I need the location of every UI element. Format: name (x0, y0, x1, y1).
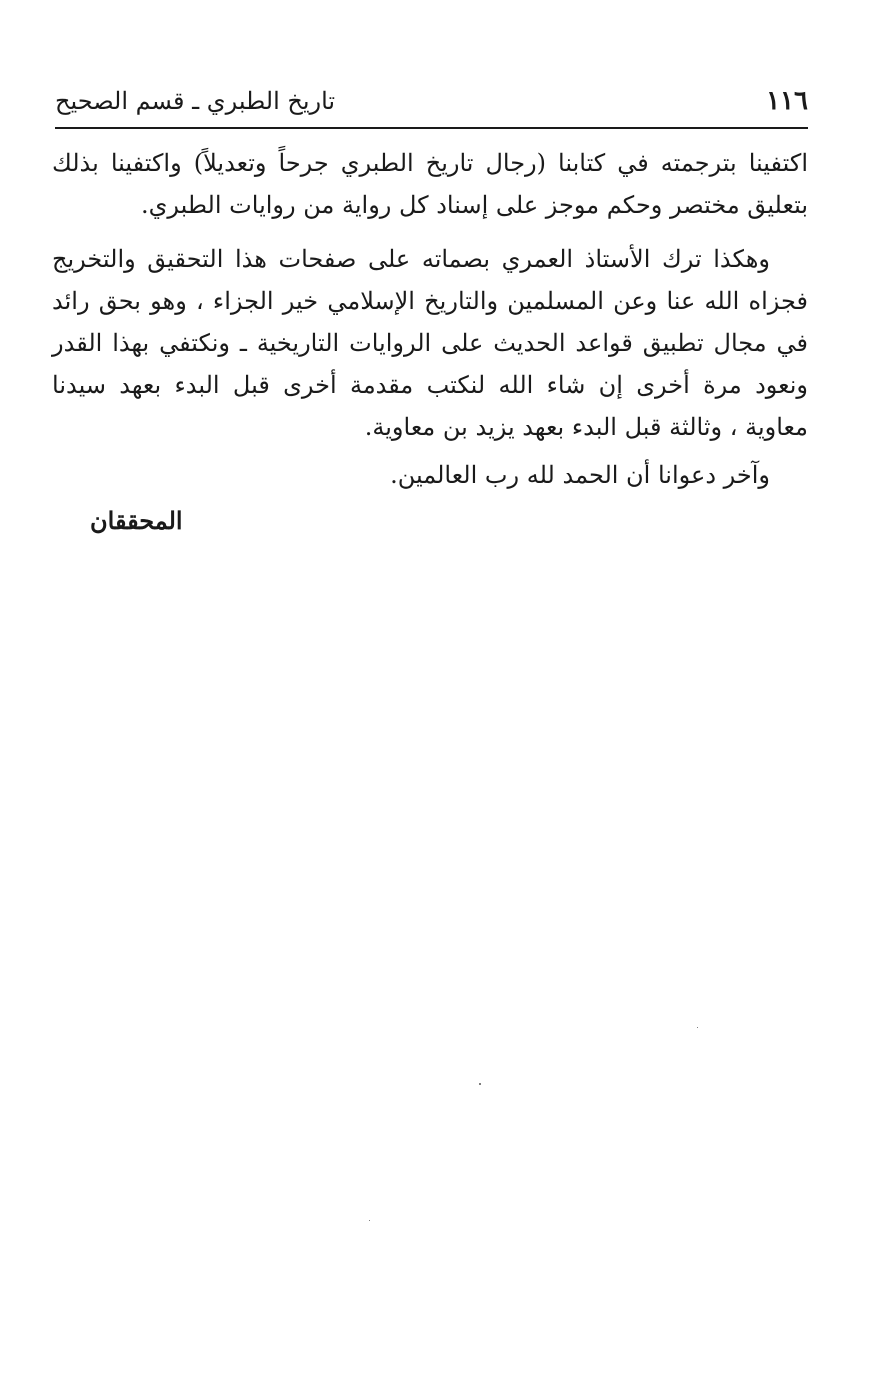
running-title: تاريخ الطبري ـ قسم الصحيح (55, 87, 336, 115)
scan-speck (369, 1220, 370, 1221)
closing-line: وآخر دعوانا أن الحمد لله رب العالمين. (390, 461, 770, 489)
header-rule (55, 127, 808, 129)
page-header (55, 82, 808, 124)
page-number: ١١٦ (766, 86, 808, 116)
scan-speck (479, 1083, 481, 1085)
signature: المحققان (90, 506, 183, 535)
scan-speck (697, 1027, 698, 1028)
body-text (52, 142, 808, 508)
paragraph-1: اكتفينا بترجمته في كتابنا (رجال تاريخ الطبري جرحاً وتعديلاً) واكتفينا بذلك بتعليق مختصر وحكم موجز على إسناد كل رواية من روايات الطبري. (52, 149, 808, 219)
paragraph-2: وهكذا ترك الأستاذ العمري بصماته على صفحات هذا التحقيق والتخريج فجزاه الله عنا وعن المسلمين والتاريخ الإسلامي خير الجزاء ، وهو بحق رائد في مجال تطبيق قواعد الحديث على الروايات التاريخية ـ ونكتفي بهذا القدر ونعود مرة أخرى إن شاء الله لنكتب مقدمة أخرى قبل البدء بعهد سيدنا معاوية ، وثالثة قبل البدء بعهد يزيد بن معاوية. (52, 245, 808, 441)
